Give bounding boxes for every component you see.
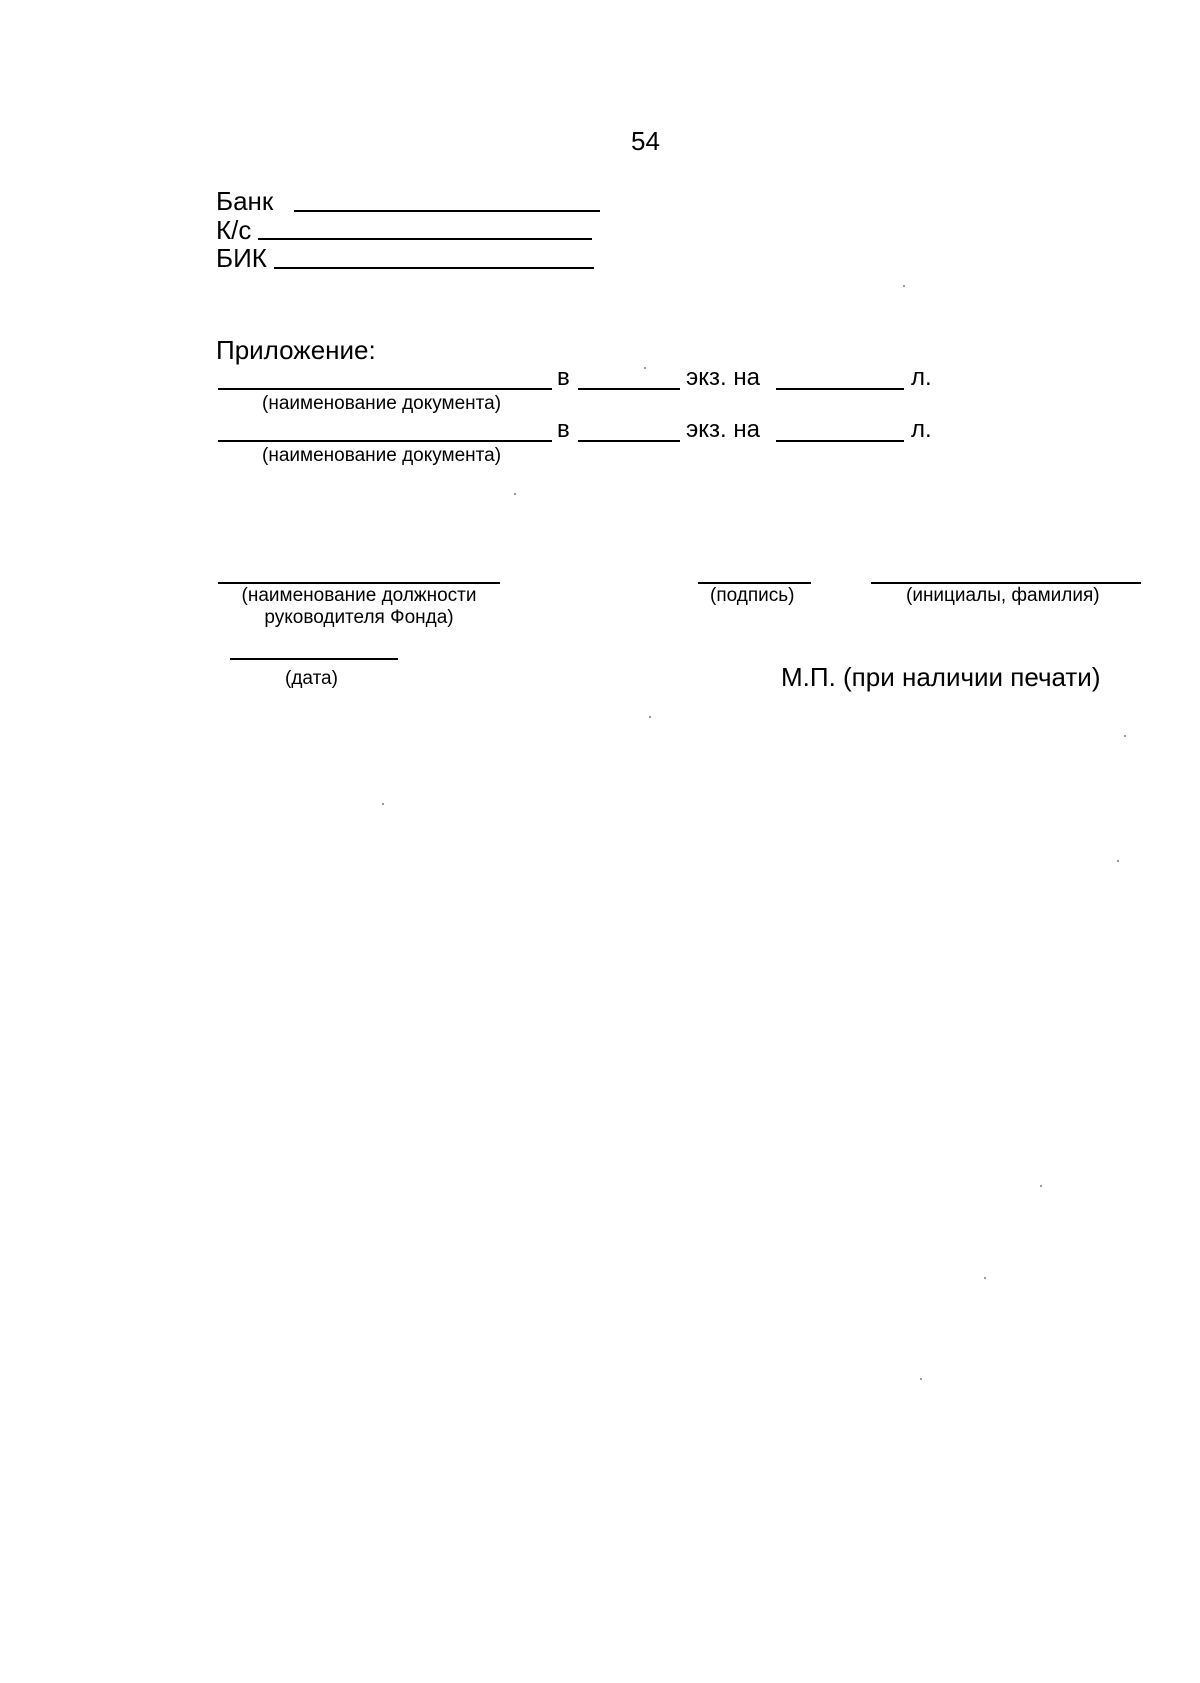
position-caption [218,585,500,629]
scan-speck [1117,860,1119,862]
in-word: в [557,364,570,391]
document-name-caption: (наименование документа) [262,393,502,414]
document-name-line[interactable] [218,388,552,390]
signature-line[interactable] [698,582,811,584]
bik-label: БИК [216,243,267,273]
date-caption: (дата) [285,668,338,689]
in-word: в [557,416,570,443]
name-caption: (инициалы, фамилия) [906,585,1100,606]
sheets-word: л. [911,364,932,391]
scan-speck [984,1277,986,1279]
position-caption-line1: (наименование должности [241,585,477,606]
copies-count-line[interactable] [578,440,680,442]
stamp-note: М.П. (при наличии печати) [781,662,1101,692]
scan-speck [649,716,651,718]
sheets-count-line[interactable] [776,440,904,442]
attachment-heading: Приложение: [216,335,376,365]
scan-speck [514,493,516,495]
scan-speck [382,803,384,805]
signature-caption: (подпись) [710,585,795,606]
sheets-word: л. [911,416,932,443]
name-line[interactable] [871,582,1141,584]
bank-label: Банк [216,186,274,216]
account-field-line[interactable] [258,238,592,240]
page-number: 54 [631,126,660,156]
scan-speck [1124,735,1126,737]
document-name-caption: (наименование документа) [262,445,502,466]
bik-field-line[interactable] [274,267,594,269]
date-line[interactable] [230,658,398,660]
scan-speck [920,1378,922,1380]
copies-count-line[interactable] [578,388,680,390]
scan-speck [903,285,905,287]
position-caption-line2: руководителя Фонда) [264,607,454,628]
document-name-line[interactable] [218,440,552,442]
bank-field-line[interactable] [294,210,600,212]
position-line[interactable] [218,582,500,584]
account-label: К/с [216,215,252,245]
sheets-count-line[interactable] [776,388,904,390]
copies-word: экз. на [686,364,760,391]
scan-speck [1040,1185,1042,1187]
copies-word: экз. на [686,416,760,443]
scan-speck [644,367,646,369]
